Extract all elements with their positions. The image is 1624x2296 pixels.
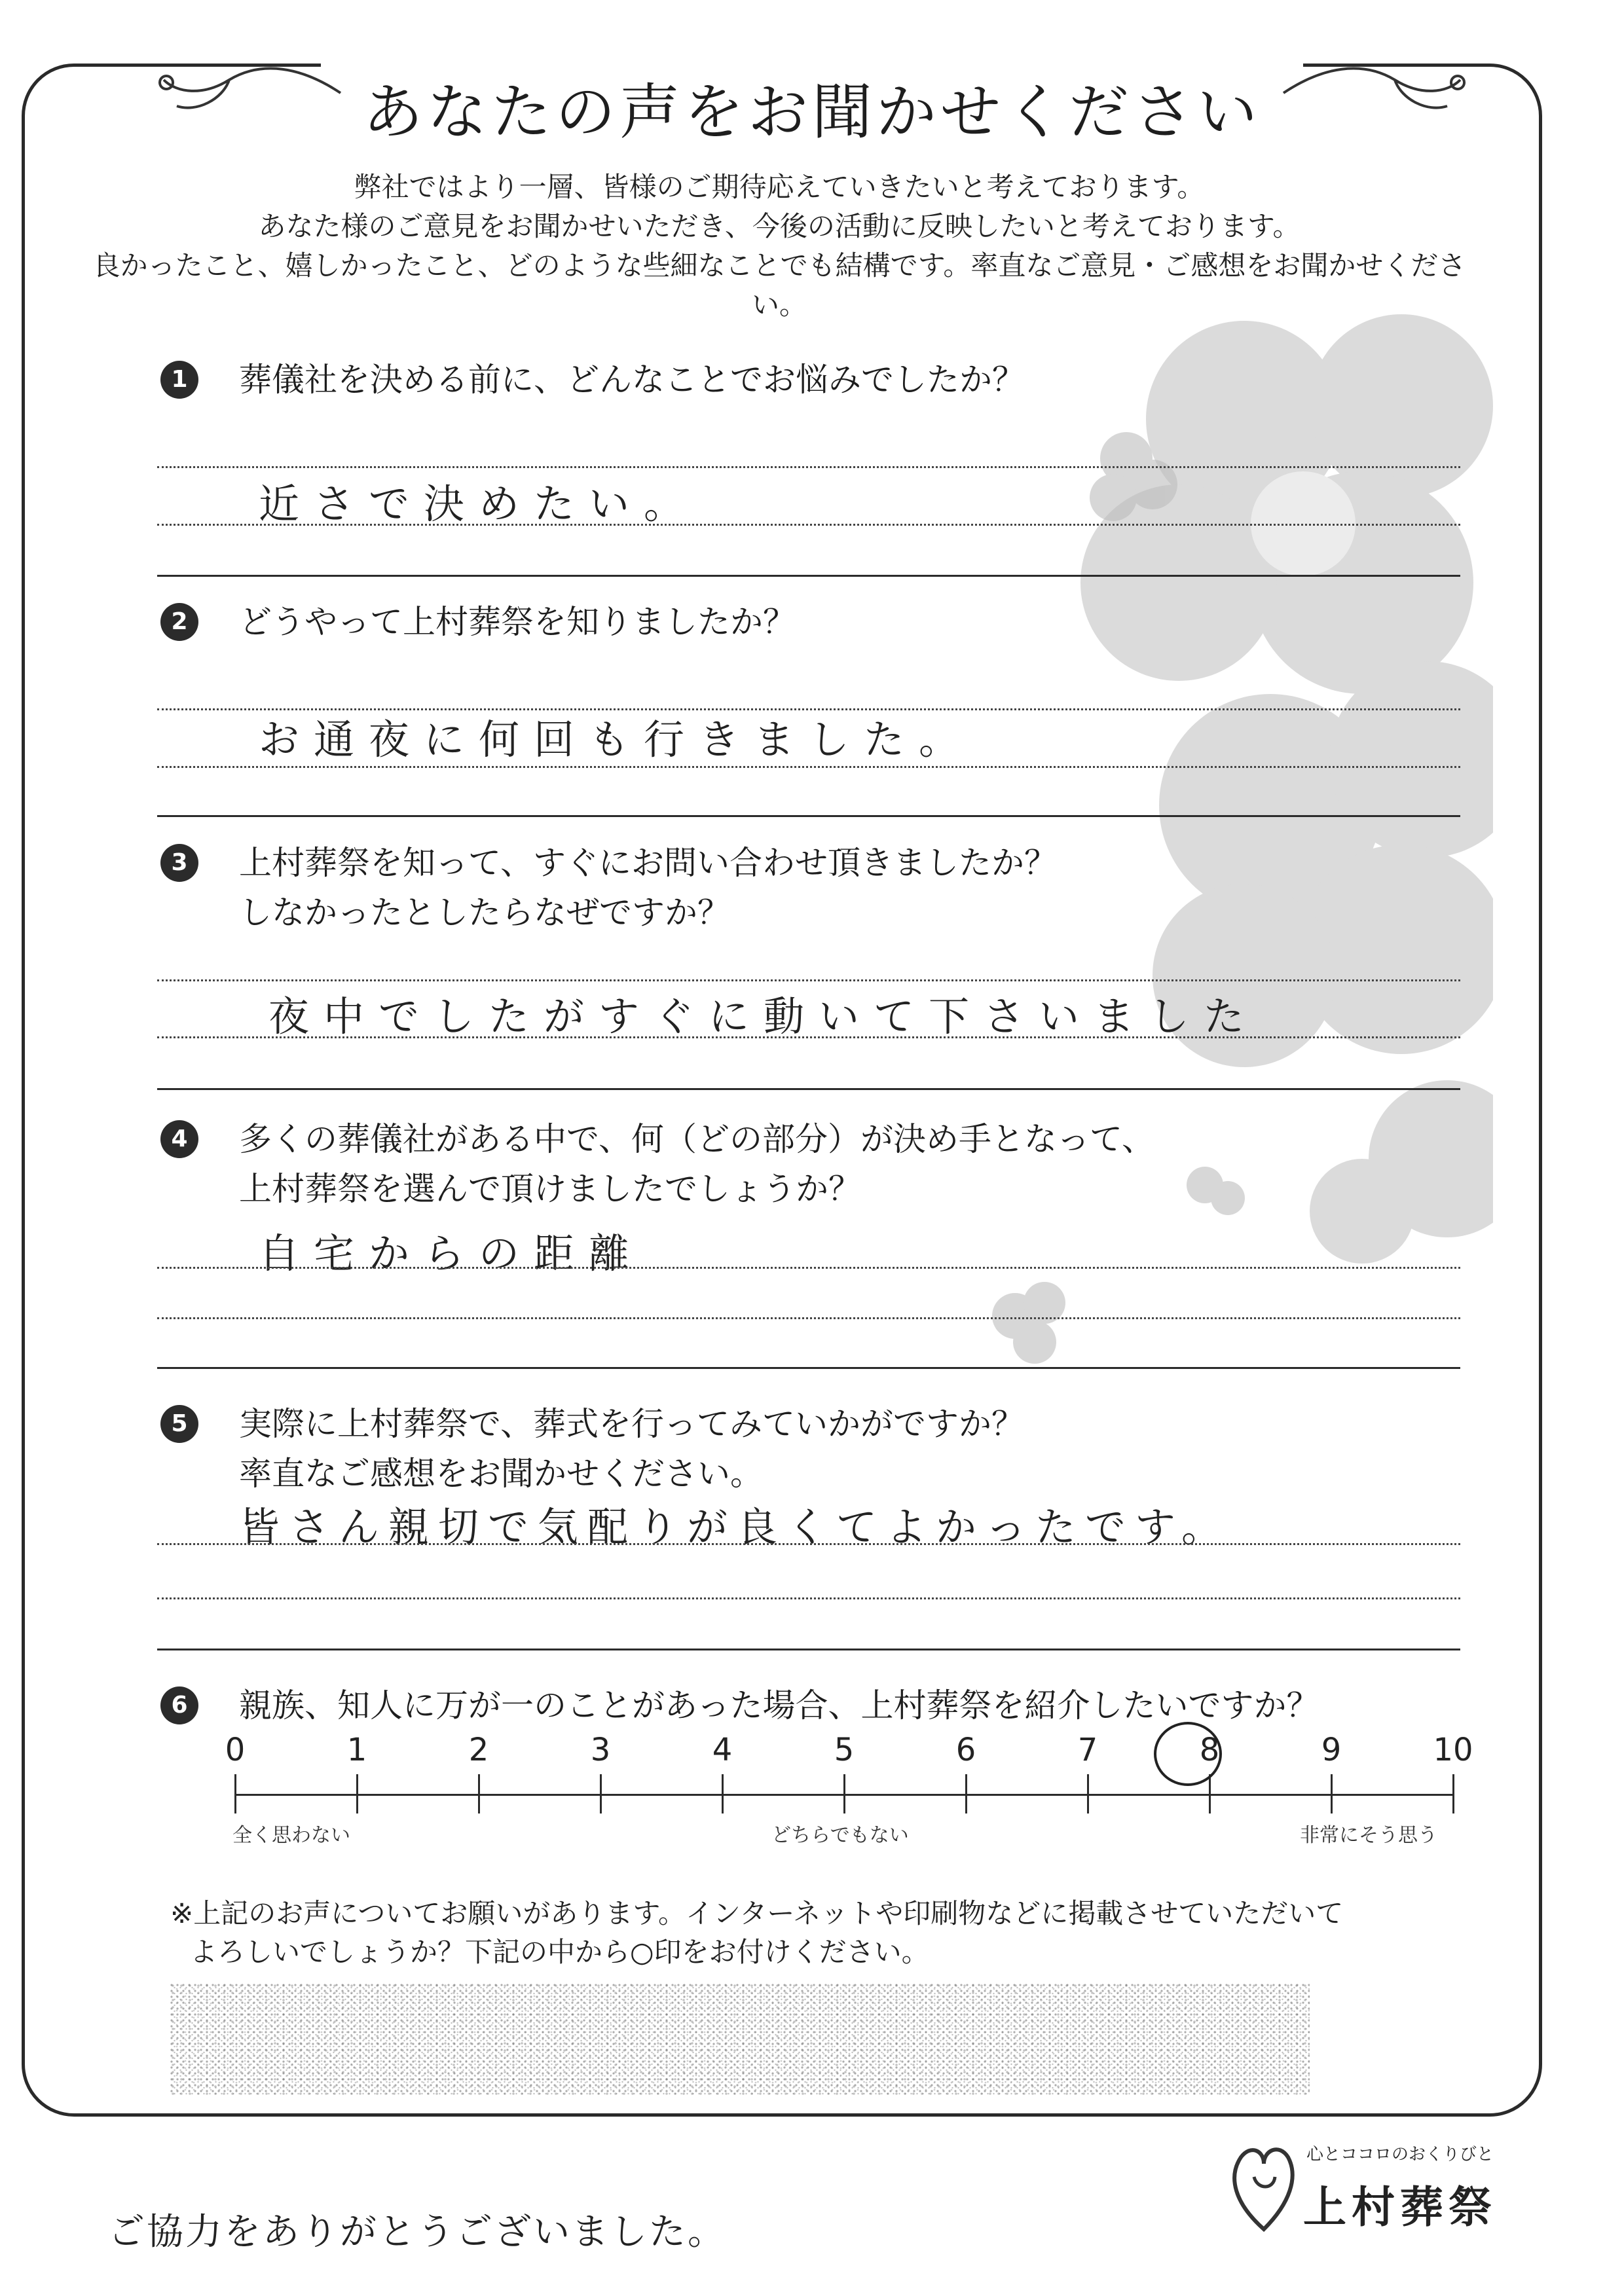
answer-guide-line — [157, 1317, 1460, 1319]
intro-line-1: 弊社ではより一層、皆様のご期待応えていきたいと考えております。 — [354, 171, 1205, 203]
page-title: あなたの声をお聞かせください — [362, 77, 1261, 147]
question-4-text-line-2: 上村葬祭を選んで頂けましたでしょうか？ — [239, 1170, 861, 1208]
answer-guide-line — [157, 1597, 1460, 1599]
scale-tick — [1209, 1774, 1211, 1813]
scale-label-7: 7 — [1077, 1732, 1098, 1768]
question-divider — [157, 575, 1460, 577]
scale-tick — [843, 1774, 845, 1813]
question-divider — [157, 1367, 1460, 1369]
scale-tick — [600, 1774, 602, 1813]
question-3-text-line-2: しなかったとしたらなぜですか？ — [239, 894, 730, 932]
question-number-2: 2 — [160, 603, 198, 641]
scale-tick — [722, 1774, 724, 1813]
scale-label-5: 5 — [834, 1732, 855, 1768]
question-6-text: 親族、知人に万が一のことがあった場合、上村葬祭を紹介したいですか？ — [239, 1686, 1320, 1724]
publication-note-line-2: よろしいでしょうか？下記の中から○印をお付けください。 — [190, 1936, 929, 1968]
redacted-region — [170, 1984, 1310, 2095]
scale-label-10: 10 — [1433, 1732, 1473, 1768]
scale-label-2: 2 — [468, 1732, 489, 1768]
scale-label-8: 8 — [1199, 1732, 1220, 1768]
scale-label-3: 3 — [590, 1732, 611, 1768]
heart-icon — [1228, 2131, 1300, 2236]
left-flourish-icon — [151, 54, 347, 126]
question-4-text-line-1: 多くの葬儀社がある中で、何（どの部分）が決め手となって、 — [239, 1120, 1154, 1158]
answer-2-handwriting: お通夜に何回も行きました。 — [259, 716, 974, 763]
scale-tick — [965, 1774, 967, 1813]
scale-tick — [1331, 1774, 1333, 1813]
question-divider — [157, 1088, 1460, 1090]
answer-guide-line — [157, 979, 1460, 981]
scale-tick — [234, 1774, 236, 1813]
question-number-4: 4 — [160, 1120, 198, 1158]
scale-label-0: 0 — [225, 1732, 246, 1768]
question-1-text: 葬儀社を決める前に、どんなことでお悩みでしたか？ — [239, 361, 1025, 399]
company-logo-name: 上村葬祭 — [1303, 2182, 1497, 2232]
answer-5-handwriting: 皆さん親切で気配りが良くてよかったです。 — [239, 1503, 1232, 1551]
scale-label-1: 1 — [346, 1732, 367, 1768]
question-5-text-line-2: 率直なご感想をお聞かせください。 — [239, 1455, 763, 1493]
thank-you-message: ご協力をありがとうございました。 — [108, 2211, 726, 2253]
question-number-1: 1 — [160, 361, 198, 399]
publication-note-line-1: ※上記のお声についてお願いがあります。インターネットや印刷物などに掲載させていただいて — [170, 1897, 1344, 1929]
selected-rating-circle — [1154, 1722, 1222, 1786]
answer-guide-line — [157, 1036, 1460, 1038]
answer-guide-line — [157, 766, 1460, 768]
question-number-5: 5 — [160, 1405, 198, 1443]
scale-label-9: 9 — [1321, 1732, 1342, 1768]
scale-tick — [356, 1774, 358, 1813]
intro-line-2: あなた様のご意見をお聞かせいただき、今後の活動に反映したいと考えております。 — [258, 210, 1301, 242]
answer-guide-line — [157, 1543, 1460, 1545]
question-2-text: どうやって上村葬祭を知りましたか？ — [239, 603, 796, 641]
answer-3-handwriting: 夜中でしたがすぐに動いて下さいました — [268, 993, 1259, 1040]
scale-tick — [478, 1774, 480, 1813]
scale-caption-right: 非常にそう思う — [1300, 1824, 1437, 1847]
question-3-text-line-1: 上村葬祭を知って、すぐにお問い合わせ頂きましたか？ — [239, 844, 1057, 882]
question-number-3: 3 — [160, 844, 198, 882]
question-divider — [157, 815, 1460, 817]
intro-line-3: 良かったこと、嬉しかったこと、どのような些細なことでも結構です。率直なご意見・ご感想をお聞かせください。 — [92, 249, 1466, 321]
scale-caption-left: 全く思わない — [232, 1824, 350, 1847]
answer-guide-line — [157, 524, 1460, 526]
answer-guide-line — [157, 1267, 1460, 1269]
right-flourish-icon — [1277, 54, 1473, 126]
logo-tagline: 心とココロのおくりびと — [1306, 2145, 1494, 2164]
answer-guide-line — [157, 466, 1460, 468]
scale-caption-middle: どちらでもない — [771, 1824, 909, 1847]
scale-tick — [1452, 1774, 1454, 1813]
scale-label-6: 6 — [955, 1732, 976, 1768]
question-5-text-line-1: 実際に上村葬祭で、葬式を行ってみていかがですか？ — [239, 1405, 1024, 1443]
answer-4-handwriting: 自宅からの距離 — [259, 1230, 644, 1277]
question-number-6: 6 — [160, 1686, 198, 1724]
scale-tick — [1087, 1774, 1089, 1813]
answer-1-handwriting: 近さで決めたい。 — [259, 480, 699, 528]
scale-label-4: 4 — [712, 1732, 733, 1768]
question-divider — [157, 1649, 1460, 1650]
